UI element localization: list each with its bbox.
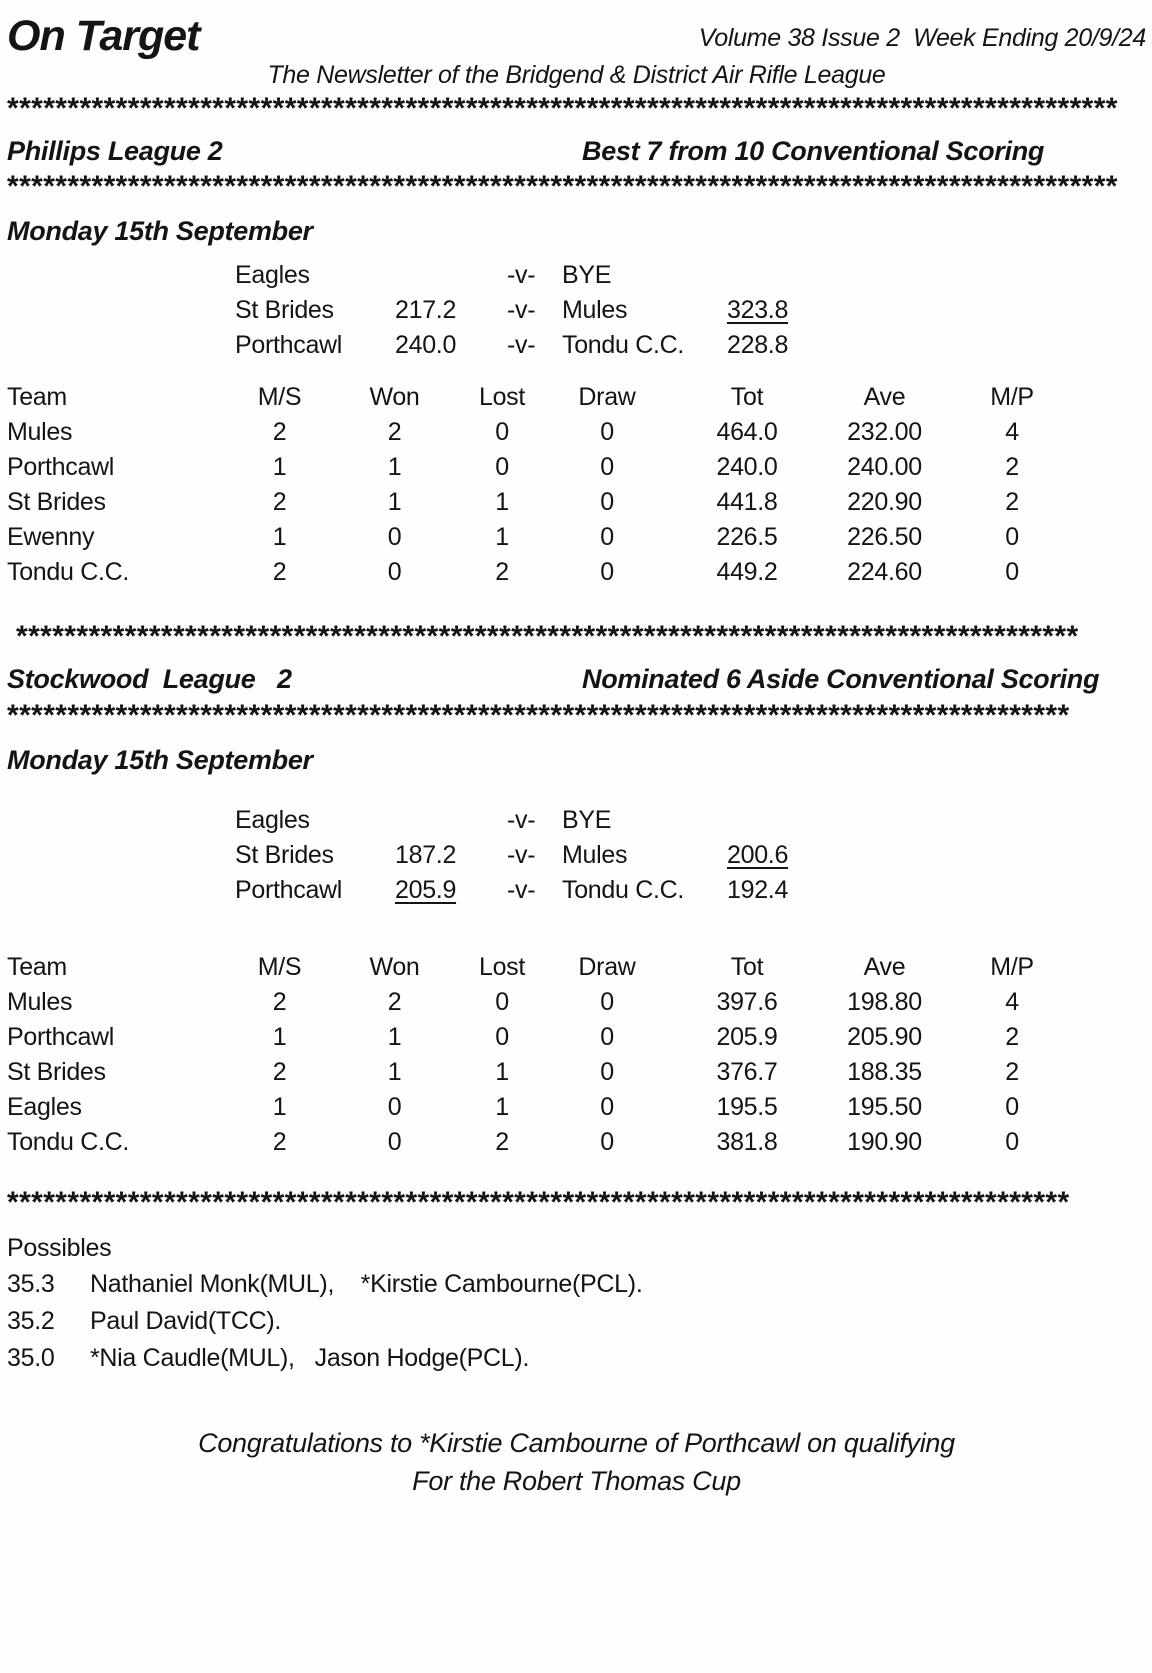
cell-tot: 381.8 [716, 1128, 778, 1156]
possible-score: 35.0 [7, 1344, 55, 1372]
section-phillips-league [7, 136, 1146, 590]
column-header: Draw [578, 383, 636, 411]
cell-team: Mules [7, 988, 73, 1016]
separator-line: **************************************************************************************** [7, 703, 1070, 728]
standings-row [7, 450, 1146, 485]
cell-won: 2 [387, 418, 402, 446]
league-name: Stockwood League 2 [7, 664, 292, 694]
cell-draw: 0 [600, 558, 614, 586]
newsletter-subtitle: The Newsletter of the Bridgend & District Air Rifle League [267, 61, 886, 89]
fixture-home-score [395, 258, 507, 293]
column-header: Team [7, 383, 67, 411]
possible-score: 35.3 [7, 1270, 55, 1298]
cell-ms: 2 [272, 1128, 287, 1156]
volume-issue-line: Volume 38 Issue 2 Week Ending 20/9/24 [698, 24, 1146, 52]
cell-ms: 2 [272, 418, 287, 446]
fixture-away-team: Mules [562, 841, 628, 869]
league-scoring-rule: Best 7 from 10 Conventional Scoring [582, 136, 1045, 166]
header [7, 14, 1146, 58]
congratulations-note [7, 1424, 1146, 1500]
fixture-home-score: 240.0 [395, 331, 457, 359]
fixture-away-team: Tondu C.C. [562, 331, 685, 359]
column-header: Lost [478, 383, 526, 411]
cell-lost: 2 [495, 1128, 509, 1156]
league-name: Phillips League 2 [7, 136, 223, 166]
fixture-away-team: Mules [562, 296, 628, 324]
cell-ave: 195.50 [847, 1093, 922, 1121]
cell-draw: 0 [600, 1093, 614, 1121]
standings-row [7, 1055, 1146, 1090]
cell-tot: 205.9 [716, 1023, 778, 1051]
standings-table [7, 950, 1146, 1160]
standings-row [7, 985, 1146, 1020]
column-header: Ave [863, 383, 906, 411]
cell-mp: 2 [1005, 1023, 1019, 1051]
cell-tot: 397.6 [716, 988, 778, 1016]
column-header: M/P [990, 383, 1034, 411]
column-header: Won [369, 953, 420, 981]
column-header: Draw [578, 953, 636, 981]
separator-line: **************************************************************************************** [7, 1190, 1070, 1215]
cell-team: Ewenny [7, 523, 95, 551]
fixture-home-team: St Brides [235, 296, 334, 324]
possible-names: Paul David(TCC). [90, 1307, 282, 1335]
cell-draw: 0 [600, 988, 614, 1016]
cell-mp: 4 [1005, 988, 1019, 1016]
cell-lost: 1 [495, 523, 509, 551]
date-heading: Monday 15th September [7, 216, 313, 246]
standings-row [7, 485, 1146, 520]
cell-ms: 1 [272, 523, 287, 551]
fixture-row [235, 803, 1146, 838]
column-header: Won [369, 383, 420, 411]
cell-draw: 0 [600, 1128, 614, 1156]
column-header: M/S [257, 383, 302, 411]
league-header [7, 136, 1146, 167]
cell-ave: 205.90 [847, 1023, 922, 1051]
cell-draw: 0 [600, 1023, 614, 1051]
cell-won: 0 [387, 523, 402, 551]
fixture-away-team: Tondu C.C. [562, 876, 685, 904]
possibles-heading: Possibles [7, 1234, 112, 1262]
separator-line: ******************************************************************************************** [7, 174, 1118, 199]
cell-ms: 2 [272, 558, 287, 586]
cell-draw: 0 [600, 418, 614, 446]
cell-tot: 226.5 [716, 523, 778, 551]
fixture-away-score: 192.4 [727, 876, 789, 904]
cell-mp: 0 [1005, 1093, 1019, 1121]
column-header: Lost [478, 953, 526, 981]
cell-ave: 226.50 [847, 523, 922, 551]
fixture-row [235, 328, 1146, 363]
cell-lost: 1 [495, 1093, 509, 1121]
separator-line: ******************************************************************************************** [7, 96, 1118, 121]
cell-won: 0 [387, 1128, 402, 1156]
cell-mp: 2 [1005, 488, 1019, 516]
cell-mp: 2 [1005, 453, 1019, 481]
fixtures-list [235, 258, 1146, 363]
fixture-vs: -v- [507, 296, 536, 324]
cell-mp: 4 [1005, 418, 1019, 446]
cell-ms: 2 [272, 488, 287, 516]
column-header: Ave [863, 953, 906, 981]
fixture-away-score: 228.8 [727, 331, 789, 359]
standings-row [7, 1125, 1146, 1160]
fixture-vs: -v- [507, 806, 536, 834]
fixtures-list [235, 803, 1146, 908]
column-header: Team [7, 953, 67, 981]
fixture-vs: -v- [507, 261, 536, 289]
possible-names: Nathaniel Monk(MUL), *Kirstie Cambourne(PCL). [90, 1270, 643, 1298]
fixture-away-score: 323.8 [727, 296, 789, 324]
cell-team: Porthcawl [7, 453, 115, 481]
cell-team: Tondu C.C. [7, 558, 130, 586]
cell-tot: 195.5 [716, 1093, 778, 1121]
standings-row [7, 555, 1146, 590]
cell-won: 1 [387, 488, 402, 516]
cell-won: 0 [387, 558, 402, 586]
cell-ms: 1 [272, 1023, 287, 1051]
fixture-away-team: BYE [562, 806, 612, 834]
fixture-away-score [727, 803, 837, 838]
fixture-row [235, 838, 1146, 873]
column-header: M/S [257, 953, 302, 981]
cell-tot: 464.0 [716, 418, 778, 446]
possible-score: 35.2 [7, 1307, 55, 1335]
cell-lost: 1 [495, 488, 509, 516]
standings-row [7, 415, 1146, 450]
cell-won: 0 [387, 1093, 402, 1121]
fixture-home-score: 217.2 [395, 296, 457, 324]
standings-header-row [7, 380, 1146, 415]
cell-ave: 240.00 [847, 453, 922, 481]
cell-ave: 190.90 [847, 1128, 922, 1156]
fixture-home-score: 187.2 [395, 841, 457, 869]
cell-lost: 0 [495, 1023, 509, 1051]
cell-ms: 1 [272, 453, 287, 481]
cell-ave: 220.90 [847, 488, 922, 516]
cell-team: St Brides [7, 488, 106, 516]
column-header: Tot [730, 953, 764, 981]
cell-ave: 224.60 [847, 558, 922, 586]
league-scoring-rule: Nominated 6 Aside Conventional Scoring [582, 664, 1100, 694]
cell-lost: 2 [495, 558, 509, 586]
congratulations-line-2: For the Robert Thomas Cup [412, 1466, 741, 1496]
fixture-away-score [727, 258, 837, 293]
cell-ms: 1 [272, 1093, 287, 1121]
fixture-home-score: 205.9 [395, 876, 457, 904]
cell-tot: 449.2 [716, 558, 778, 586]
fixture-home-score [395, 803, 507, 838]
page-title: On Target [7, 12, 200, 60]
separator-line: **************************************************************************************** [16, 624, 1079, 649]
cell-draw: 0 [600, 1058, 614, 1086]
cell-ms: 2 [272, 988, 287, 1016]
fixture-vs: -v- [507, 331, 536, 359]
fixture-vs: -v- [507, 841, 536, 869]
cell-draw: 0 [600, 453, 614, 481]
cell-team: Eagles [7, 1093, 82, 1121]
possible-row [7, 1303, 1146, 1340]
column-header: M/P [990, 953, 1034, 981]
fixture-row [235, 293, 1146, 328]
date-heading: Monday 15th September [7, 745, 313, 775]
cell-lost: 0 [495, 418, 509, 446]
standings-table [7, 380, 1146, 590]
cell-mp: 0 [1005, 558, 1019, 586]
standings-row [7, 1020, 1146, 1055]
cell-mp: 2 [1005, 1058, 1019, 1086]
fixture-row [235, 873, 1146, 908]
cell-draw: 0 [600, 523, 614, 551]
possible-row [7, 1266, 1146, 1303]
cell-team: Mules [7, 418, 73, 446]
cell-tot: 441.8 [716, 488, 778, 516]
column-header: Tot [730, 383, 764, 411]
fixture-away-score: 200.6 [727, 841, 789, 869]
cell-lost: 1 [495, 1058, 509, 1086]
cell-team: Tondu C.C. [7, 1128, 130, 1156]
cell-ave: 198.80 [847, 988, 922, 1016]
cell-won: 1 [387, 1023, 402, 1051]
fixture-home-team: Eagles [235, 261, 310, 289]
fixture-home-team: Porthcawl [235, 331, 343, 359]
cell-ave: 232.00 [847, 418, 922, 446]
cell-tot: 240.0 [716, 453, 778, 481]
league-header [7, 664, 1146, 695]
fixture-home-team: Porthcawl [235, 876, 343, 904]
fixture-away-team: BYE [562, 261, 612, 289]
section-stockwood-league [7, 664, 1146, 1160]
fixture-home-team: Eagles [235, 806, 310, 834]
cell-mp: 0 [1005, 1128, 1019, 1156]
possible-names: *Nia Caudle(MUL), Jason Hodge(PCL). [90, 1344, 530, 1372]
cell-won: 2 [387, 988, 402, 1016]
cell-lost: 0 [495, 988, 509, 1016]
congratulations-line-1: Congratulations to *Kirstie Cambourne of Porthcawl on qualifying [198, 1428, 955, 1458]
cell-team: Porthcawl [7, 1023, 115, 1051]
cell-tot: 376.7 [716, 1058, 778, 1086]
cell-team: St Brides [7, 1058, 106, 1086]
standings-row [7, 1090, 1146, 1125]
cell-won: 1 [387, 453, 402, 481]
section-possibles [7, 1230, 1146, 1377]
cell-lost: 0 [495, 453, 509, 481]
cell-ms: 2 [272, 1058, 287, 1086]
standings-row [7, 520, 1146, 555]
fixture-vs: -v- [507, 876, 536, 904]
standings-header-row [7, 950, 1146, 985]
cell-mp: 0 [1005, 523, 1019, 551]
cell-ave: 188.35 [847, 1058, 922, 1086]
fixture-row [235, 258, 1146, 293]
cell-draw: 0 [600, 488, 614, 516]
cell-won: 1 [387, 1058, 402, 1086]
fixture-home-team: St Brides [235, 841, 334, 869]
possible-row [7, 1340, 1146, 1377]
